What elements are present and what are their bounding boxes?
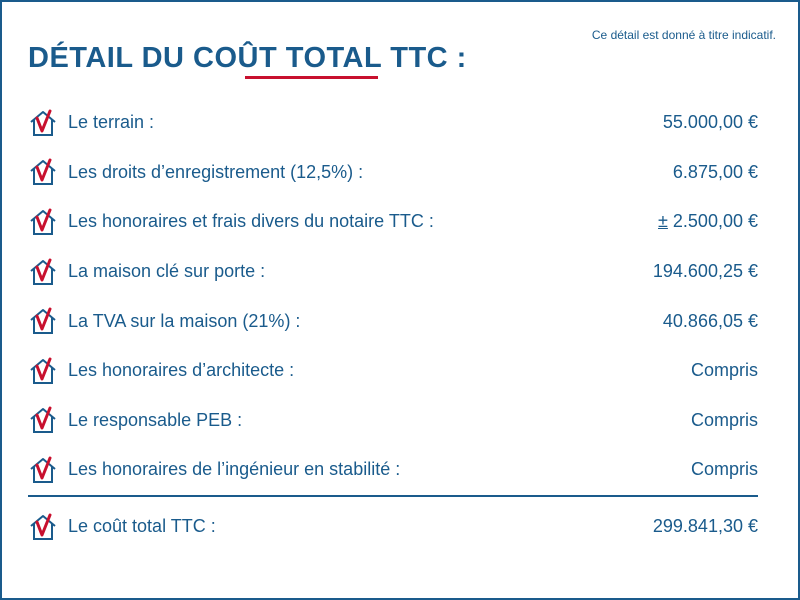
cost-row-terrain <box>28 98 758 148</box>
title-underline-accent <box>245 76 378 79</box>
cost-row-architecte <box>28 346 758 396</box>
total-label: Le coût total TTC : <box>68 516 216 537</box>
house-checkmark-icon <box>28 157 58 187</box>
cost-row-value: 55.000,00 € <box>662 112 758 133</box>
cost-row-value: Compris <box>690 409 758 430</box>
cost-row-notaire <box>28 197 758 247</box>
cost-row-label: Le responsable PEB : <box>68 409 243 430</box>
cost-row-tva <box>28 296 758 346</box>
cost-row-value: Compris <box>690 459 758 480</box>
house-checkmark-icon <box>28 207 58 237</box>
disclaimer-note: Ce détail est donné à titre indicatif. <box>591 28 776 42</box>
house-checkmark-icon <box>28 512 58 542</box>
cost-row-value: 40.866,05 € <box>662 310 758 331</box>
cost-list <box>28 98 758 495</box>
cost-row-value: Compris <box>690 360 758 381</box>
cost-row-ingenieur <box>28 445 758 495</box>
cost-row-label: Les droits d’enregistrement (12,5%) : <box>68 161 364 182</box>
cost-row-label: Les honoraires d’architecte : <box>68 360 295 381</box>
cost-row-droits <box>28 148 758 198</box>
cost-row-label: La TVA sur la maison (21%) : <box>68 310 301 331</box>
cost-row-value: 6.875,00 € <box>672 161 758 182</box>
house-checkmark-icon <box>28 257 58 287</box>
cost-row-value <box>658 211 758 232</box>
cost-row-total <box>28 502 758 552</box>
cost-row-label: La maison clé sur porte : <box>68 261 266 282</box>
cost-row-value: 194.600,25 € <box>652 261 758 282</box>
cost-row-amount: 2.500,00 € <box>667 211 758 232</box>
cost-row-label: Les honoraires de l’ingénieur en stabilité : <box>68 459 401 480</box>
cost-row-label: Le terrain : <box>68 112 155 133</box>
page-title: DÉTAIL DU COÛT TOTAL TTC : <box>28 42 467 74</box>
house-checkmark-icon <box>28 306 58 336</box>
total-value: 299.841,30 € <box>652 516 758 537</box>
approx-symbol: ± <box>658 211 668 232</box>
house-checkmark-icon <box>28 108 58 138</box>
house-checkmark-icon <box>28 356 58 386</box>
total-divider <box>28 495 758 497</box>
cost-row-peb <box>28 396 758 446</box>
house-checkmark-icon <box>28 455 58 485</box>
total-section <box>28 502 758 552</box>
cost-row-maison <box>28 247 758 297</box>
house-checkmark-icon <box>28 405 58 435</box>
cost-row-label: Les honoraires et frais divers du notaire TTC : <box>68 211 434 232</box>
